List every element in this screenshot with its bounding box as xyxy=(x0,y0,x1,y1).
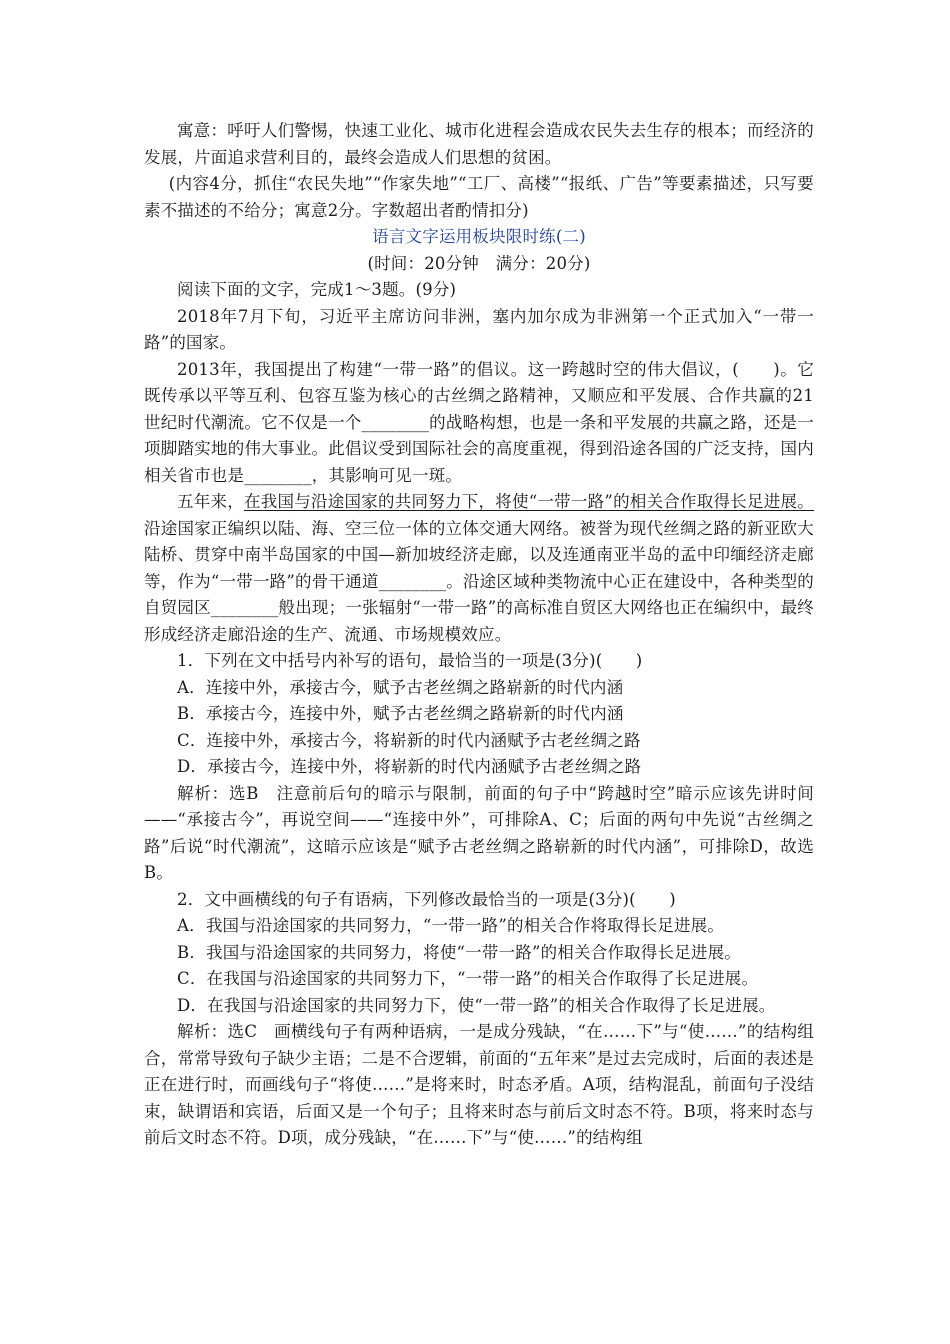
para3-body: 沿途国家正编织以陆、海、空三位一体的立体交通大网络。被誉为现代丝绸之路的新亚欧大陆桥、贯穿中南半岛国家的中国—新加坡经济走廊，以及连通南亚半岛的孟中印缅经济走廊等，作为“一带一路”的骨干通道________。沿途区域种类物流中心正在建设中，各种类型的自贸园区________般出现；一张辐射“一带一路”的高标准自贸区大网络也正在编织中，最终形成经济走廊沿途的生产、流通、市场规模效应。 xyxy=(144,518,814,644)
question-1-option-a: A．连接中外，承接古今，赋予古老丝绸之路崭新的时代内涵 xyxy=(177,677,624,697)
question-1-analysis: 解析：选B 注意前后句的暗示与限制，前面的句子中“跨越时空”暗示应该先讲时间——“承接古今”，再说空间——“连接中外”，可排除A、C；后面的两句中先说“古丝绸之路”后说“时代潮流”，这暗示应该是“赋予古老丝绸之路崭新的时代内涵”，可排除D，故选B。 xyxy=(144,783,814,882)
question-2-analysis: 解析：选C 画横线句子有两种语病，一是成分残缺，“在……下”与“使……”的结构组合，常常导致句子缺少主语；二是不合逻辑，前面的“五年来”是过去完成时，后面的表述是正在进行时，而画线句子“将使……”是将来时，时态矛盾。A项，结构混乱，前面句子没结束，缺谓语和宾语，后面又是一个句子；且将来时态与前后文时态不符。B项，将来时态与前后文时态不符。D项，成分残缺，“在……下”与“使……”的结构组 xyxy=(144,1022,814,1147)
question-1-option-d: D．承接古今，连接中外，将崭新的时代内涵赋予古老丝绸之路 xyxy=(177,757,642,776)
document-page xyxy=(144,118,814,1152)
question-2-option-b: B．我国与沿途国家的共同努力，将使“一带一路”的相关合作取得长足进展。 xyxy=(177,942,741,962)
meaning-paragraph: 寓意：呼吁人们警惕，快速工业化、城市化进程会造成农民失去生存的根本；而经济的发展，片面追求营利目的，最终会造成人们思想的贫困。 xyxy=(144,121,814,167)
underlined-sentence: 在我国与沿途国家的共同努力下，将使“一带一路”的相关合作取得长足进展。 xyxy=(244,492,814,511)
section-title: 语言文字运用板块限时练(二) xyxy=(372,227,586,246)
scoring-note: (内容4分，抓住“农民失地”“作家失地”“工厂、高楼”“报纸、广告”等要素描述，只写要素不描述的不给分；寓意2分。字数超出者酌情扣分) xyxy=(144,174,814,220)
question-2-option-c: C．在我国与沿途国家的共同努力下，“一带一路”的相关合作取得了长足进展。 xyxy=(177,969,759,988)
question-1-stem: 1．下列在文中括号内补写的语句，最恰当的一项是(3分)( ) xyxy=(177,651,643,670)
question-2-stem: 2．文中画横线的句子有语病，下列修改最恰当的一项是(3分)( ) xyxy=(177,889,676,909)
question-1-option-c: C．连接中外，承接古今，将崭新的时代内涵赋予古老丝绸之路 xyxy=(177,730,641,750)
section-subtitle: (时间：20分钟 满分：20分) xyxy=(367,253,591,273)
reading-paragraph-2: 2013年，我国提出了构建“一带一路”的倡议。这一跨越时空的伟大倡议，( )。它既传承以平等互利、包容互鉴为核心的古丝绸之路精神，又顺应和平发展、合作共赢的21世纪时代潮流。它不仅是一个________的战略构想，也是一条和平发展的共赢之路，还是一项脚踏实地的伟大事业。此倡议受到国际社会的高度重视，得到沿途各国的广泛支持，国内相关省市也是________，其影响可见一斑。 xyxy=(144,359,814,485)
reading-paragraph-1: 2018年7月下旬，习近平主席访问非洲，塞内加尔成为非洲第一个正式加入“一带一路”的国家。 xyxy=(144,306,814,352)
question-1-option-b: B．承接古今，连接中外，赋予古老丝绸之路崭新的时代内涵 xyxy=(177,704,624,723)
question-2-option-d: D．在我国与沿途国家的共同努力下，使“一带一路”的相关合作取得了长足进展。 xyxy=(177,995,776,1015)
question-2-option-a: A．我国与沿途国家的共同努力，“一带一路”的相关合作将取得长足进展。 xyxy=(177,916,725,935)
reading-paragraph-3 xyxy=(144,489,814,648)
reading-instruction: 阅读下面的文字，完成1～3题。(9分) xyxy=(177,280,457,299)
para3-lead: 五年来， xyxy=(177,492,244,511)
